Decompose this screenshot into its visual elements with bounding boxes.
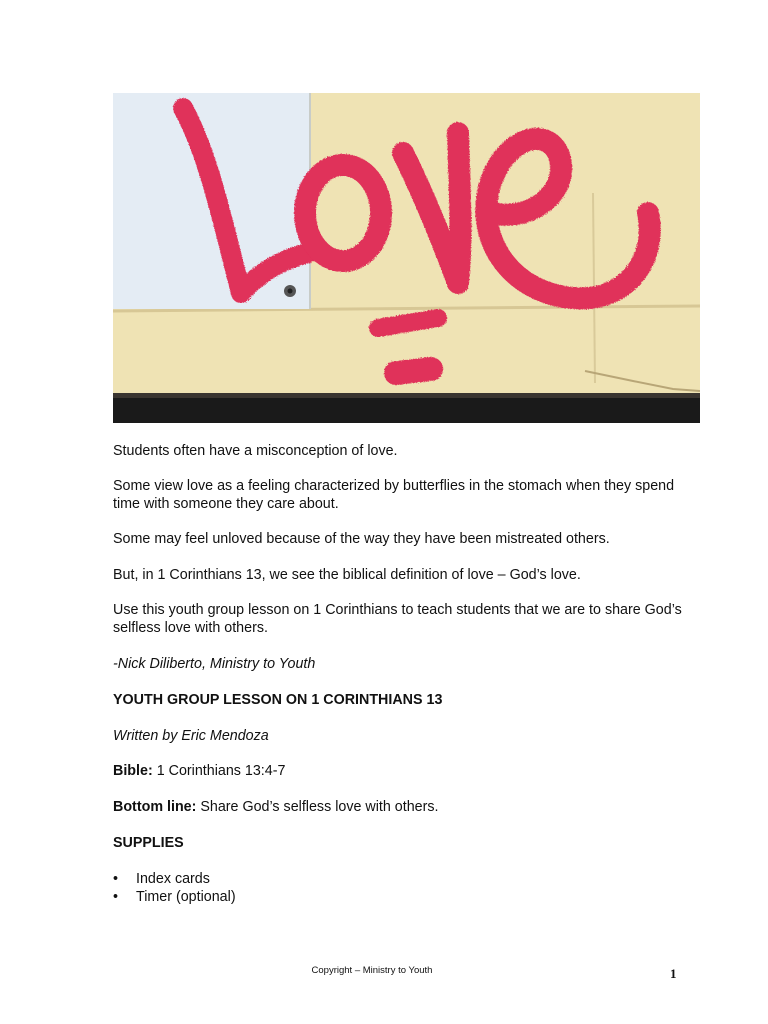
bottom-line-value: Share God’s selfless love with others. <box>196 799 439 815</box>
list-item <box>113 888 236 906</box>
page-number: 1 <box>670 966 677 981</box>
graffiti-dash <box>378 318 438 328</box>
list-item <box>113 870 236 888</box>
bible-reference <box>113 762 683 780</box>
attribution: -Nick Diliberto, Ministry to Youth <box>113 656 316 672</box>
supply-item: Index cards <box>136 871 210 887</box>
lesson-heading: YOUTH GROUP LESSON ON 1 CORINTHIANS 13 <box>113 692 443 708</box>
bible-value: 1 Corinthians 13:4-7 <box>152 763 286 779</box>
butterflies-paragraph: Some view love as a feeling characterized by butterflies in the stomach when they spend time with someone they care about. <box>113 478 675 512</box>
bottom-line <box>113 798 683 816</box>
bullet-icon: • <box>113 871 119 887</box>
supplies-heading: SUPPLIES <box>113 835 184 851</box>
panel-screw-center <box>288 289 293 294</box>
supply-item: Timer (optional) <box>136 889 236 905</box>
hero-image <box>113 93 700 423</box>
definition-paragraph: But, in 1 Corinthians 13, we see the biblical definition of love – God’s love. <box>113 567 581 583</box>
graffiti-dot <box>396 369 431 373</box>
lesson-purpose-paragraph: Use this youth group lesson on 1 Corinthians to teach students that we are to share God’s selfless love with others. <box>113 602 682 636</box>
graffiti-love-image <box>113 93 700 423</box>
unloved-paragraph: Some may feel unloved because of the way they have been mistreated others. <box>113 531 610 547</box>
supplies-list <box>113 870 236 906</box>
bottom-line-label: Bottom line: <box>113 799 197 815</box>
bible-label: Bible: <box>113 763 153 779</box>
wall-base-highlight <box>113 393 700 398</box>
bullet-icon: • <box>113 889 119 905</box>
footer-copyright: Copyright – Ministry to Youth <box>311 965 433 976</box>
intro-paragraph: Students often have a misconception of love. <box>113 443 398 459</box>
author-line: Written by Eric Mendoza <box>113 728 269 744</box>
